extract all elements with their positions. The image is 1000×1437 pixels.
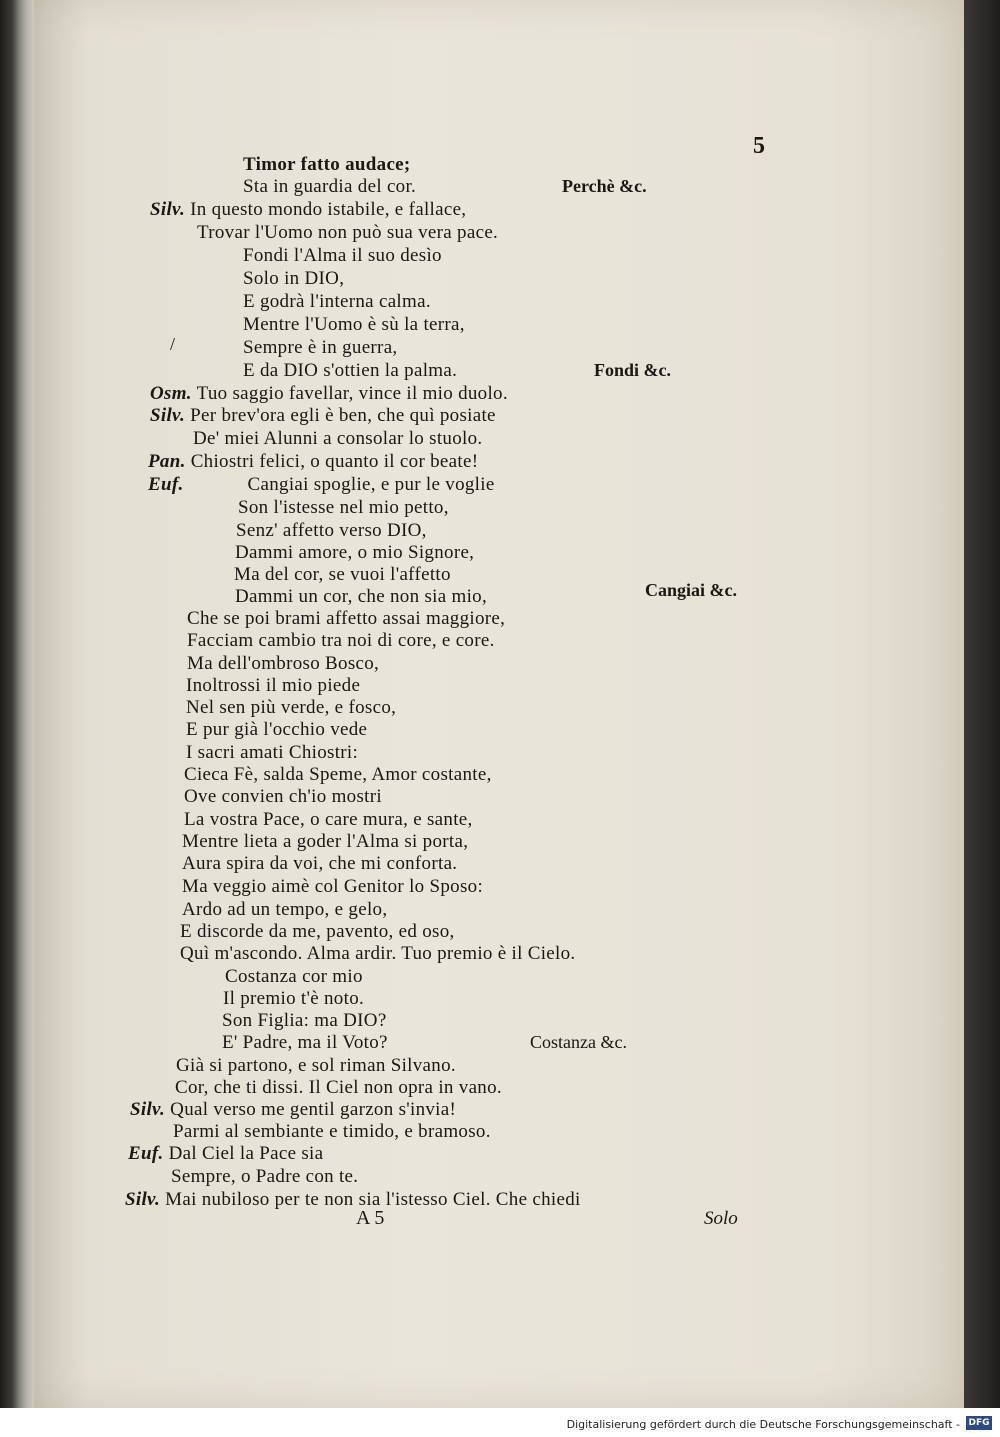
repeat-cue: Perchè &c.: [562, 176, 647, 196]
text-line: Ma veggio aimè col Genitor lo Sposo:: [182, 876, 484, 897]
text-line: Pan. Chiostri felici, o quanto il cor beate!: [148, 451, 479, 472]
text-line: Fondi l'Alma il suo desìo: [243, 245, 442, 266]
text-line: Mentre l'Uomo è sù la terra,: [243, 314, 465, 335]
text-line: Inoltrossi il mio piede: [186, 675, 361, 696]
text-line: Ma del cor, se vuoi l'affetto: [234, 564, 451, 585]
text-line: Sta in guardia del cor.: [243, 176, 417, 197]
text-line: Solo in DIO,: [243, 268, 345, 289]
text-line: Cieca Fè, salda Speme, Amor costante,: [184, 764, 492, 785]
text-line: Cor, che ti dissi. Il Ciel non opra in vano.: [175, 1077, 502, 1098]
text-line: Osm. Tuo saggio favellar, vince il mio duolo.: [150, 383, 508, 404]
text-line: Silv. Qual verso me gentil garzon s'invia!: [130, 1099, 457, 1120]
speaker-label: Silv.: [125, 1189, 161, 1210]
text-line: Timor fatto audace;: [243, 154, 411, 175]
speaker-label: Silv.: [150, 199, 186, 220]
text-line: Euf. Dal Ciel la Pace sia: [128, 1143, 324, 1164]
funding-credit: Digitalisierung gefördert durch die Deutsche Forschungsgemeinschaft -: [566, 1418, 960, 1431]
text-line: Nel sen più verde, e fosco,: [186, 697, 397, 718]
text-line: Silv. Per brev'ora egli è ben, che quì posiate: [150, 405, 496, 426]
speaker-label: Euf.: [148, 474, 184, 495]
speaker-label: Pan.: [148, 451, 186, 472]
repeat-cue: Fondi &c.: [594, 360, 672, 380]
text-line: Mentre lieta a goder l'Alma si porta,: [182, 831, 469, 852]
margin-mark: /: [170, 334, 176, 354]
text-line: Dammi amore, o mio Signore,: [235, 542, 475, 563]
page-number: 5: [753, 133, 765, 159]
text-line: Che se poi brami affetto assai maggiore,: [187, 608, 506, 629]
text-line: Son l'istesse nel mio petto,: [238, 497, 449, 518]
text-line: Facciam cambio tra noi di core, e core.: [187, 630, 495, 651]
text-line: Sempre, o Padre con te.: [171, 1166, 359, 1187]
text-line: La vostra Pace, o care mura, e sante,: [184, 809, 473, 830]
text-line: Aura spira da voi, che mi conforta.: [182, 853, 458, 874]
text-line: Silv. Mai nubiloso per te non sia l'istesso Ciel. Che chiedi: [125, 1189, 581, 1210]
text-line: De' miei Alunni a consolar lo stuolo.: [193, 428, 483, 449]
signature-mark: A 5: [356, 1207, 385, 1229]
speaker-label: Euf.: [128, 1143, 164, 1164]
speaker-label: Silv.: [130, 1099, 166, 1120]
text-line: E discorde da me, pavento, ed oso,: [180, 921, 455, 942]
text-line: Dammi un cor, che non sia mio,: [235, 586, 488, 607]
text-line: E pur già l'occhio vede: [186, 719, 368, 740]
text-line: I sacri amati Chiostri:: [186, 742, 359, 763]
text-line: Costanza cor mio: [225, 966, 363, 987]
text-line: Sempre è in guerra,: [243, 337, 398, 358]
dfg-logo-icon: DFG: [966, 1416, 992, 1430]
speaker-label: Silv.: [150, 405, 186, 426]
text-line: Parmi al sembiante e timido, e bramoso.: [173, 1121, 491, 1142]
text-line: Senz' affetto verso DIO,: [236, 520, 427, 541]
text-line: Il premio t'è noto.: [223, 988, 365, 1009]
text-line: Quì m'ascondo. Alma ardir. Tuo premio è il Cielo.: [180, 943, 576, 964]
text-line: E godrà l'interna calma.: [243, 291, 431, 312]
digitization-footer: [0, 1408, 1000, 1437]
text-line: Ove convien ch'io mostri: [184, 786, 382, 807]
text-line: Silv. In questo mondo istabile, e fallace,: [150, 199, 467, 220]
text-line: Euf. Cangiai spoglie, e pur le voglie: [148, 474, 495, 495]
text-line: Ardo ad un tempo, e gelo,: [182, 899, 388, 920]
repeat-cue: Costanza &c.: [530, 1032, 627, 1052]
speaker-label: Osm.: [150, 383, 192, 404]
text-line: E da DIO s'ottien la palma.: [243, 360, 458, 381]
text-line: Già si partono, e sol riman Silvano.: [176, 1055, 456, 1076]
catchword: Solo: [704, 1208, 738, 1229]
text-line: Ma dell'ombroso Bosco,: [187, 653, 380, 674]
repeat-cue: Cangiai &c.: [645, 580, 737, 600]
text-line: Trovar l'Uomo non può sua vera pace.: [197, 222, 499, 243]
text-line: E' Padre, ma il Voto?: [222, 1032, 388, 1053]
text-line: Son Figlia: ma DIO?: [222, 1010, 387, 1031]
